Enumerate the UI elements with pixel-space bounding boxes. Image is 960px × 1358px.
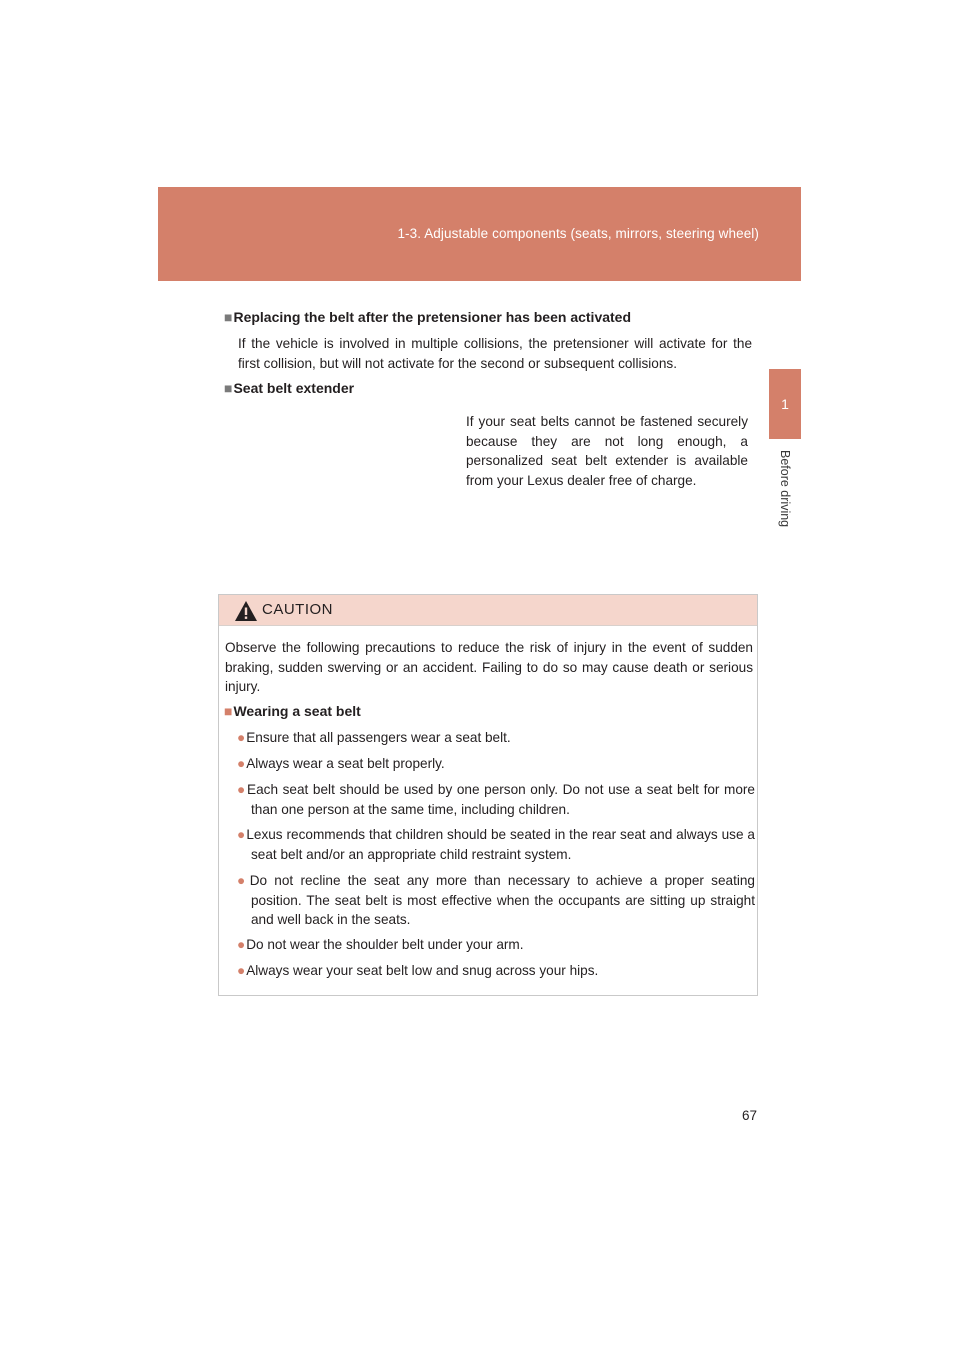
caution-intro: Observe the following precautions to reduce the risk of injury in the event of sudden braking, sudden swerving or an accident. Failing to do so may cause death or serious injury. [225, 640, 753, 694]
square-bullet-icon: ■ [224, 703, 233, 719]
list-item: ●Lexus recommends that children should be seated in the rear seat and always use a seat belt and/or an appropriate child restraint system. [237, 827, 755, 862]
chapter-tab: 1 [769, 369, 801, 439]
bullet-dot-icon: ● [237, 730, 246, 745]
list-item: ●Ensure that all passengers wear a seat belt. [237, 730, 511, 745]
bullet-dot-icon: ● [237, 782, 247, 797]
pretensioner-heading: ■Replacing the belt after the pretensioner has been activated [224, 309, 632, 325]
bullet-dot-icon: ● [237, 827, 246, 842]
square-bullet-icon: ■ [224, 309, 233, 325]
list-item: ●Always wear a seat belt properly. [237, 756, 445, 771]
warning-triangle-icon [234, 600, 258, 622]
square-bullet-icon: ■ [224, 380, 233, 396]
extender-body: If your seat belts cannot be fastened securely because they are not long enough, a personalized seat belt extender is available from your Lexus dealer free of charge. [466, 414, 748, 488]
section-title: 1-3. Adjustable components (seats, mirrors, steering wheel) [397, 226, 759, 241]
caution-box [218, 594, 758, 996]
header-band [158, 187, 801, 281]
list-item: ●Do not recline the seat any more than necessary to achieve a proper seating position. The seat belt is most effective when the occupants are sitting up straight and well back in the seats. [237, 873, 755, 927]
chapter-label: Before driving [778, 450, 792, 528]
caution-header [219, 595, 757, 626]
bullet-dot-icon: ● [237, 963, 246, 978]
extender-heading: ■Seat belt extender [224, 380, 355, 396]
page-number: 67 [742, 1108, 758, 1123]
pretensioner-body: If the vehicle is involved in multiple collisions, the pretensioner will activate for the first collision, but will not activate for the second or subsequent collisions. [238, 336, 752, 371]
caution-subheading: ■Wearing a seat belt [224, 703, 361, 719]
bullet-dot-icon: ● [237, 873, 249, 888]
caution-title: CAUTION [262, 601, 333, 618]
bullet-dot-icon: ● [237, 937, 246, 952]
bullet-dot-icon: ● [237, 756, 246, 771]
list-item: ●Do not wear the shoulder belt under your arm. [237, 937, 524, 952]
list-item: ●Always wear your seat belt low and snug across your hips. [237, 963, 599, 978]
list-item: ●Each seat belt should be used by one person only. Do not use a seat belt for more than one person at the same time, including children. [237, 782, 755, 817]
